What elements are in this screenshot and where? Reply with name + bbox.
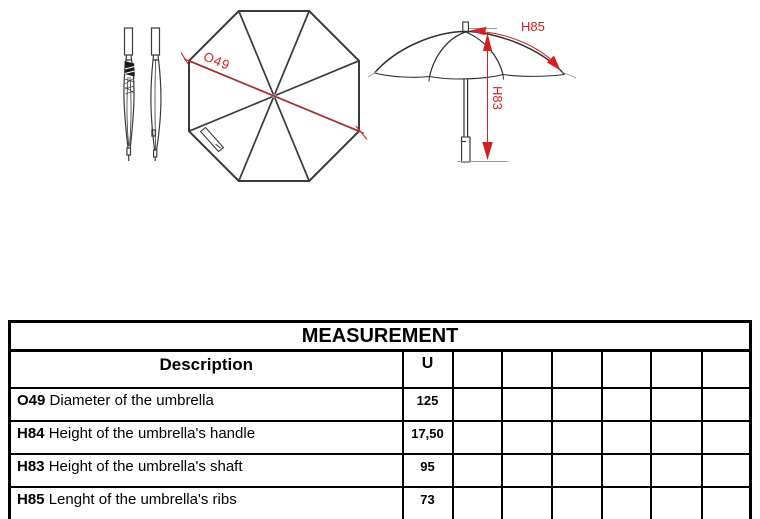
diameter-label: O49: [201, 48, 233, 73]
empty-cell: [702, 388, 751, 421]
measurement-table: [8, 320, 752, 519]
empty-cell: [702, 351, 751, 389]
table-title: MEASUREMENT: [10, 322, 751, 351]
arrowhead-up: [483, 33, 492, 51]
measure-text: Lenght of the umbrella's ribs: [48, 491, 237, 508]
empty-cell: [502, 388, 552, 421]
empty-cell: [453, 487, 502, 519]
row-description: [10, 487, 403, 519]
empty-cell: [453, 454, 502, 487]
shaft: [464, 79, 468, 137]
empty-cell: [453, 421, 502, 454]
empty-cell: [552, 454, 602, 487]
empty-cell: [552, 421, 602, 454]
empty-cell: [502, 487, 552, 519]
handle: [462, 137, 470, 162]
empty-cell: [651, 351, 702, 389]
dim-tick-left: [181, 53, 189, 66]
empty-cell: [651, 388, 702, 421]
empty-cell: [502, 421, 552, 454]
measure-code: H84: [17, 425, 45, 442]
empty-cell: [602, 421, 651, 454]
row-description: [10, 454, 403, 487]
row-description: [10, 421, 403, 454]
table-row: [10, 487, 751, 519]
ferrule: [463, 22, 469, 32]
empty-cell: [453, 351, 502, 389]
table-row: [10, 388, 751, 421]
empty-cell: [702, 421, 751, 454]
measure-code: O49: [17, 392, 46, 409]
measure-code: H83: [17, 458, 45, 475]
measure-value: 95: [403, 454, 453, 487]
measure-text: Height of the umbrella's handle: [48, 425, 256, 442]
measure-value: 73: [403, 487, 453, 519]
arrowhead-down: [482, 142, 493, 160]
table-row: [10, 454, 751, 487]
extension-lines: [368, 29, 576, 162]
rib-length-dimension: [470, 27, 561, 71]
empty-cell: [552, 487, 602, 519]
table-header-row: [10, 351, 751, 389]
shaft-height-label: H83: [490, 86, 505, 110]
measure-value: 17,50: [403, 421, 453, 454]
closed-umbrella-strapped: [124, 28, 134, 161]
empty-cell: [502, 454, 552, 487]
measure-code: H85: [17, 491, 45, 508]
empty-cell: [702, 454, 751, 487]
empty-cell: [651, 454, 702, 487]
row-description: [10, 388, 403, 421]
empty-cell: [552, 351, 602, 389]
empty-cell: [651, 487, 702, 519]
umbrella-tip-rod: [201, 128, 224, 152]
empty-cell: [602, 388, 651, 421]
table-row: [10, 421, 751, 454]
measure-value: 125: [403, 388, 453, 421]
empty-cell: [602, 454, 651, 487]
empty-cell: [453, 388, 502, 421]
empty-cell: [602, 351, 651, 389]
empty-cell: [702, 487, 751, 519]
empty-cell: [651, 421, 702, 454]
empty-cell: [602, 487, 651, 519]
measure-text: Height of the umbrella's shaft: [48, 458, 243, 475]
measure-text: Diameter of the umbrella: [49, 392, 214, 409]
col-header-unit: U: [403, 351, 453, 389]
umbrella-side-view: [375, 19, 565, 162]
col-header-description: Description: [10, 351, 403, 389]
empty-cell: [552, 388, 602, 421]
empty-cell: [502, 351, 552, 389]
closed-umbrella-plain: [151, 28, 161, 161]
table-title-row: [10, 322, 751, 351]
rib-length-label: H85: [521, 19, 545, 34]
